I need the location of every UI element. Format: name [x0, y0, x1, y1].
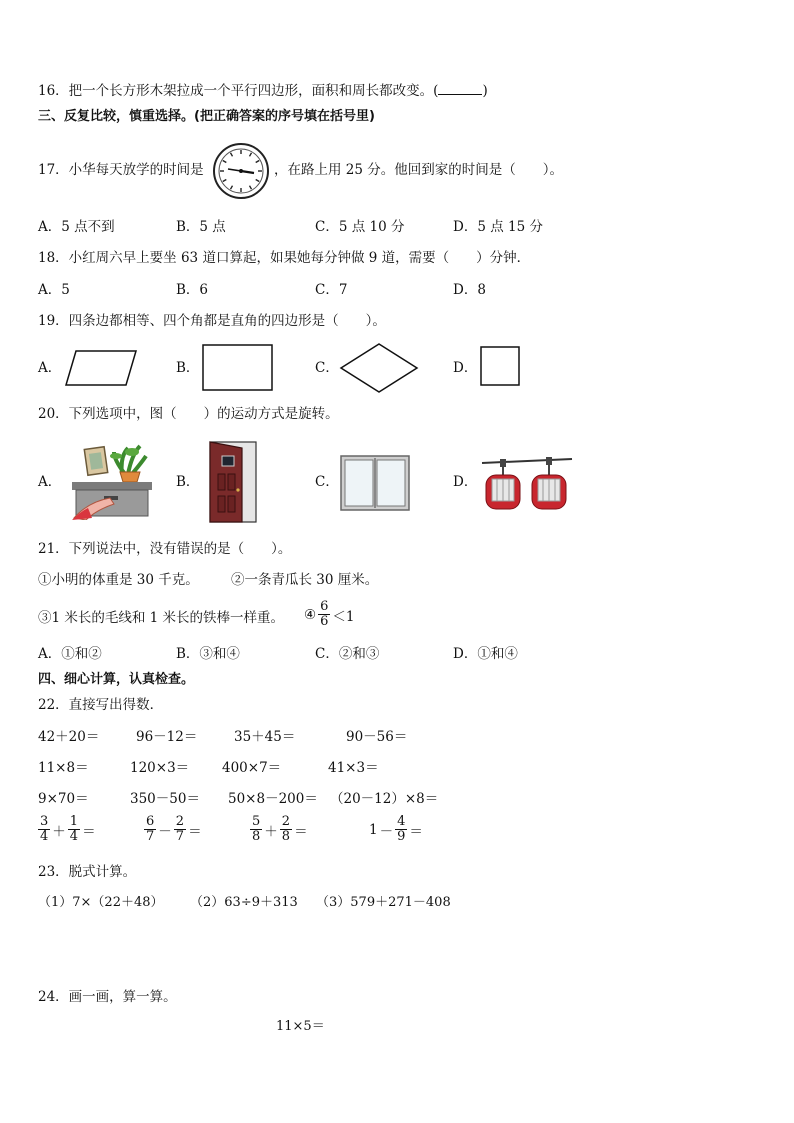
question-20: 20．下列选项中，图（ ）的运动方式是旋转。: [38, 406, 339, 422]
parallelogram-shape[interactable]: [64, 349, 138, 387]
option-c[interactable]: C．: [315, 474, 339, 490]
calc-item: 42＋20＝: [38, 729, 100, 745]
calc-item: 50×8－200＝: [228, 791, 318, 807]
calc-item: 35＋45＝: [234, 729, 296, 745]
option-b[interactable]: B．6: [176, 282, 209, 298]
calc-item: 120×3＝: [130, 760, 190, 776]
option-c[interactable]: C．②和③: [315, 646, 380, 662]
option-b[interactable]: B．5 点: [176, 219, 226, 235]
question-17-before: 17．小华每天放学的时间是: [38, 162, 204, 178]
calc-item: 41×3＝: [328, 760, 379, 776]
fraction-calc-2: $\frac{6}{7}$ － $\frac{2}{7}$ ＝: [146, 814, 202, 844]
question-17-after: ，在路上用 25 分。他回到家的时间是（ ）。: [274, 162, 564, 178]
section-4-heading: 四、细心计算，认真检查。: [38, 672, 195, 687]
fraction: $\frac{6}{7}$: [146, 814, 155, 844]
statement-3: ③1 米长的毛线和 1 米长的铁棒一样重。: [38, 610, 285, 626]
question-16-close: ): [482, 83, 488, 99]
fraction: $\frac{4}{9}$: [397, 814, 406, 844]
section-3-heading: 三、反复比较，慎重选择。(把正确答案的序号填在括号里): [38, 109, 375, 124]
calc-item: 11×8＝: [38, 760, 89, 776]
question-24: 24．画一画，算一算。: [38, 989, 177, 1005]
fraction-calc-4: 1 － $\frac{4}{9}$ ＝: [369, 814, 423, 844]
option-d[interactable]: D．: [453, 474, 478, 490]
statement-1: ①小明的体重是 30 千克。: [38, 572, 199, 588]
statement-2: ②一条青瓜长 30 厘米。: [231, 572, 379, 588]
sliding-window-icon[interactable]: [340, 455, 410, 511]
option-d[interactable]: D．①和④: [453, 646, 518, 662]
statement-4: ④ $\frac{6}{6}$ ＜1: [304, 599, 355, 629]
question-21: 21．下列说法中，没有错误的是（ ）。: [38, 541, 292, 557]
drawer-pull-icon[interactable]: [70, 438, 154, 520]
option-c[interactable]: C．7: [315, 282, 348, 298]
answer-blank[interactable]: [438, 82, 482, 95]
cable-car-icon[interactable]: [480, 455, 574, 513]
question-23: 23．脱式计算。: [38, 864, 137, 880]
option-c[interactable]: C．: [315, 360, 339, 376]
option-d[interactable]: D．8: [453, 282, 486, 298]
fraction: $\frac{6}{6}$: [320, 599, 329, 629]
step-calc-2: （2）63÷9＋313: [190, 895, 298, 910]
fraction-calc-3: $\frac{5}{8}$ ＋ $\frac{2}{8}$ ＝: [252, 814, 308, 844]
question-16-text: 16．把一个长方形木架拉成一个平行四边形，面积和周长都改变。(: [38, 83, 439, 99]
question-16: [38, 82, 488, 100]
option-c[interactable]: C．5 点 10 分: [315, 219, 405, 235]
option-b[interactable]: B．: [176, 360, 200, 376]
option-b[interactable]: B．: [176, 474, 200, 490]
option-d[interactable]: D．: [453, 360, 478, 376]
option-a[interactable]: A．: [38, 360, 62, 376]
rhombus-shape[interactable]: [339, 342, 419, 394]
question-18: 18．小红周六早上要坐 63 道口算起，如果她每分钟做 9 道，需要（ ）分钟．: [38, 250, 531, 266]
fraction-calc-1: $\frac{3}{4}$ ＋ $\frac{1}{4}$ ＝: [40, 814, 96, 844]
calc-item: 90－56＝: [346, 729, 408, 745]
question-22: 22．直接写出得数．: [38, 697, 164, 713]
door-icon[interactable]: [206, 440, 260, 524]
option-b[interactable]: B．③和④: [176, 646, 240, 662]
option-a[interactable]: A．①和②: [38, 646, 102, 662]
clock-icon: [212, 142, 270, 200]
fraction: $\frac{2}{7}$: [175, 814, 185, 844]
calc-item: 350－50＝: [130, 791, 200, 807]
calc-item: 400×7＝: [222, 760, 282, 776]
calc-item: （20－12）×8＝: [330, 791, 439, 807]
step-calc-1: （1）7×（22＋48）: [38, 895, 164, 910]
rectangle-shape[interactable]: [202, 344, 274, 392]
option-d[interactable]: D．5 点 15 分: [453, 219, 543, 235]
draw-calc-expr: 11×5＝: [276, 1019, 325, 1034]
step-calc-3: （3）579＋271－408: [316, 895, 451, 910]
fraction: $\frac{3}{4}$: [40, 814, 49, 844]
fraction: $\frac{5}{8}$: [252, 814, 261, 844]
option-a[interactable]: A．5: [38, 282, 70, 298]
square-shape[interactable]: [480, 346, 522, 388]
fraction: $\frac{2}{8}$: [281, 814, 291, 844]
calc-item: 9×70＝: [38, 791, 89, 807]
option-a[interactable]: A．5 点不到: [38, 219, 115, 235]
fraction: $\frac{1}{4}$: [69, 814, 79, 844]
question-19: 19．四条边都相等、四个角都是直角的四边形是（ ）。: [38, 313, 386, 329]
calc-item: 96－12＝: [136, 729, 198, 745]
option-a[interactable]: A．: [38, 474, 62, 490]
